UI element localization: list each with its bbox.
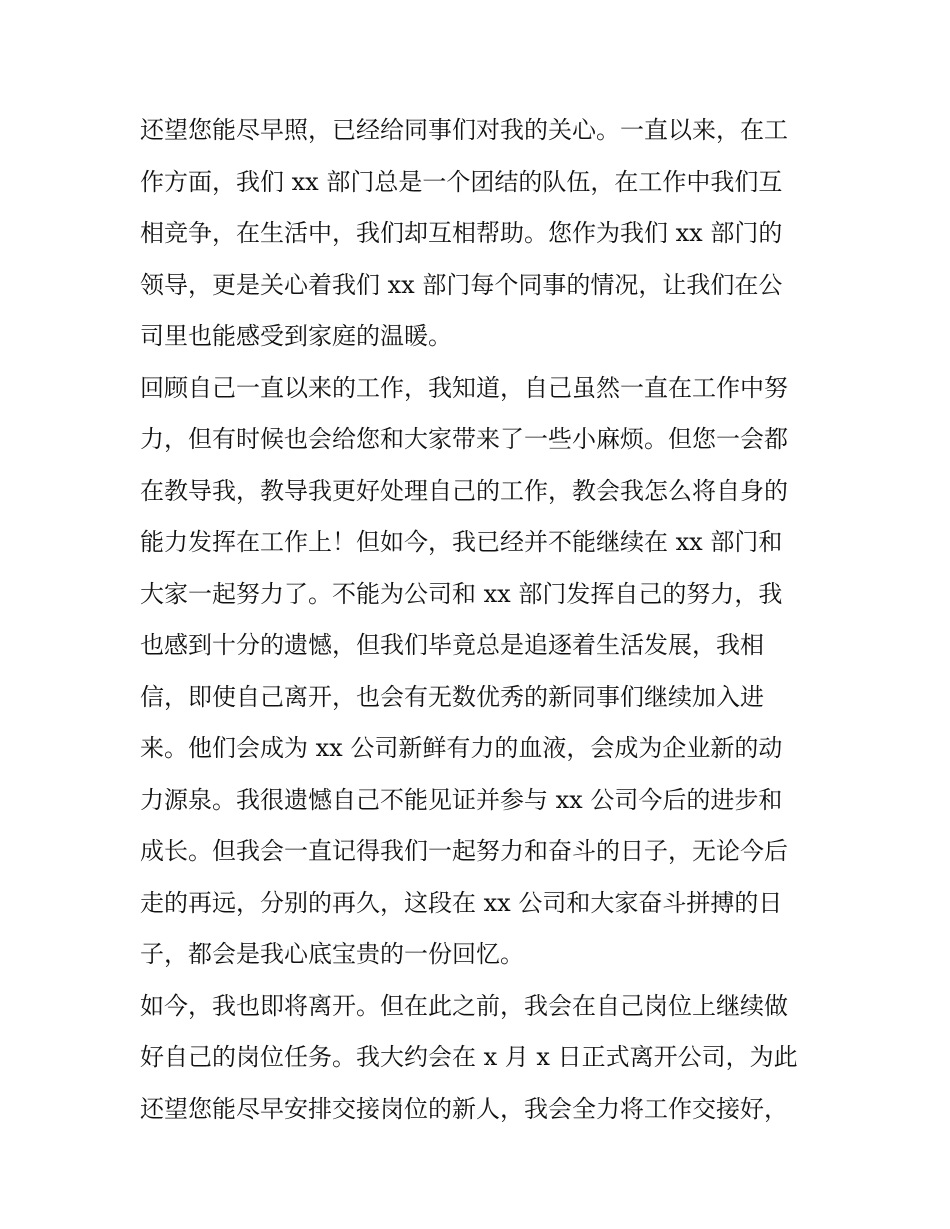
text-line: 在教导我，教导我更好处理自己的工作，教会我怎么将自身的 xyxy=(140,476,788,505)
text-line: 如今，我也即将离开。但在此之前，我会在自己岗位上继续做 xyxy=(140,991,788,1020)
text-line: 走的再远，分别的再久，这段在 xx 公司和大家奋斗拼搏的日 xyxy=(140,888,783,917)
text-line: 作方面，我们 xx 部门总是一个团结的队伍，在工作中我们互 xyxy=(140,167,783,196)
text-line: 能力发挥在工作上！但如今，我已经并不能继续在 xx 部门和 xyxy=(140,528,783,556)
text-line: 力源泉。我很遗憾自己不能见证并参与 xx 公司今后的进步和 xyxy=(140,785,783,814)
text-line: 大家一起努力了。不能为公司和 xx 部门发挥自己的努力，我 xyxy=(140,579,783,608)
text-line: 还望您能尽早安排交接岗位的新人，我会全力将工作交接好， xyxy=(140,1094,788,1123)
paragraph-3 xyxy=(140,981,812,1136)
text-line: 成长。但我会一直记得我们一起努力和奋斗的日子，无论今后 xyxy=(140,837,788,865)
text-line: 子，都会是我心底宝贵的一份回忆。 xyxy=(140,940,524,968)
paragraph-1 xyxy=(140,105,812,363)
text-line: 回顾自己一直以来的工作，我知道，自己虽然一直在工作中努 xyxy=(140,373,788,402)
text-line: 相竞争，在生活中，我们却互相帮助。您作为我们 xx 部门的 xyxy=(140,219,783,247)
text-line: 力，但有时候也会给您和大家带来了一些小麻烦。但您一会都 xyxy=(140,425,788,453)
text-line: 司里也能感受到家庭的温暖。 xyxy=(140,322,452,350)
document-body xyxy=(140,105,812,1135)
text-line: 信，即使自己离开，也会有无数优秀的新同事们继续加入进 xyxy=(140,682,764,711)
text-line: 领导，更是关心着我们 xx 部门每个同事的情况，让我们在公 xyxy=(140,270,783,299)
text-line: 来。他们会成为 xx 公司新鲜有力的血液，会成为企业新的动 xyxy=(140,734,783,762)
text-line: 也感到十分的遗憾，但我们毕竟总是追逐着生活发展，我相 xyxy=(140,631,764,659)
text-line: 好自己的岗位任务。我大约会在 x 月 x 日正式离开公司，为此 xyxy=(140,1043,798,1071)
text-line: 还望您能尽早照，已经给同事们对我的关心。一直以来，在工 xyxy=(140,116,788,144)
paragraph-2 xyxy=(140,363,812,981)
